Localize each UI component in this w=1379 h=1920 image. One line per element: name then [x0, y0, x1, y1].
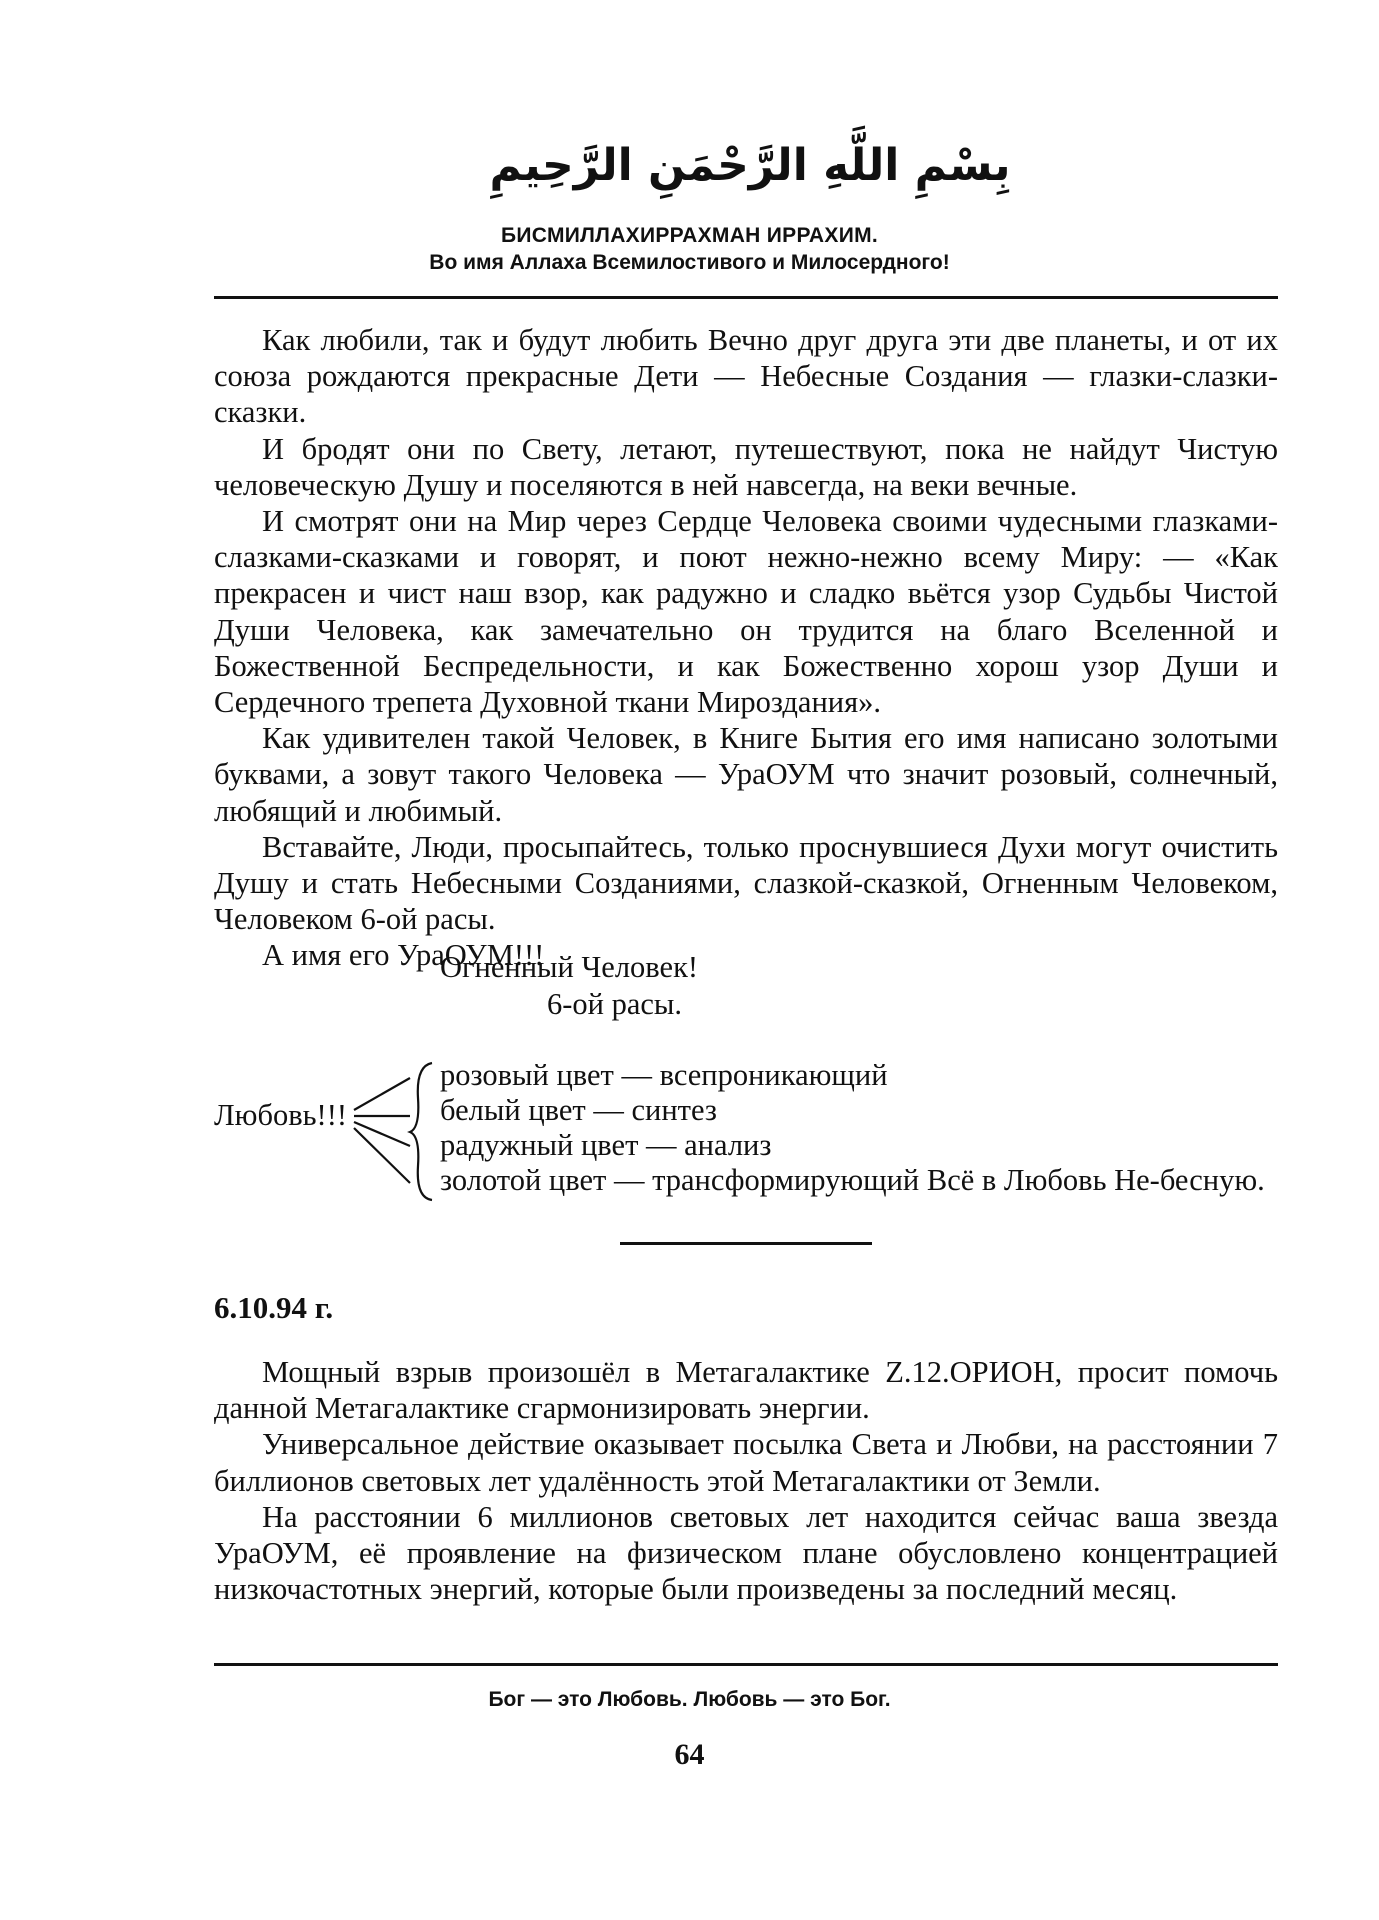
header-rule: [214, 296, 1278, 299]
diagram-item: розовый цвет — всепроникающий: [440, 1058, 888, 1092]
footer-motto: Бог — это Любовь. Любовь — это Бог.: [488, 1688, 891, 1711]
centered-line: 6-ой расы.: [547, 987, 683, 1021]
entry-date: 6.10.94 г.: [214, 1290, 334, 1325]
paragraph: А имя его УраОУМ!!!: [262, 938, 545, 973]
main-text: [214, 322, 1278, 974]
paragraph: На расстоянии 6 миллионов световых лет находится сейчас ваша звезда УраОУМ, её проявление на физическом плане обусловлено концентрацией низкочастотных энергий, которые были произведены за последний месяц.: [214, 1499, 1278, 1607]
basmala-calligraphy: [489, 108, 1011, 213]
paragraph: Мощный взрыв произошёл в Метагалактике Z.12.ОРИОН, просит помочь данной Метагалактике сгармонизировать энергии.: [214, 1355, 1278, 1426]
paragraph: И смотрят они на Мир через Сердце Человека своими чудесными глазками-слазками-сказками и говорят, и поют нежно-нежно всему Миру: — «Как прекрасен и чист наш взор, как радужно и сладко вьётся узор Судьбы Чистой Души Человека, как замечательно он трудится на благо Вселенной и Божественной Беспредельности, и как Божественно хорош узор Души и Сердечного трепета Духовной ткани Мироздания».: [214, 504, 1278, 720]
svg-text:بِسْمِ اللَّهِ الرَّحْمَنِ الر: بِسْمِ اللَّهِ الرَّحْمَنِ الرَّحِيمِ: [489, 140, 1011, 191]
header-title: БИСМИЛЛАХИРРАХМАН ИРРАХИМ.: [500, 224, 879, 247]
paragraph: Универсальное действие оказывает посылка Света и Любви, на расстоянии 7 биллионов световых лет удалённость этой Метагалактики от Земли.: [214, 1427, 1278, 1498]
centered-line: Огненный Человек!: [440, 950, 699, 984]
diagram-label: Любовь!!!: [214, 1098, 348, 1132]
paragraph: И бродят они по Свету, летают, путешествуют, пока не найдут Чистую человеческую Душу и поселяются в ней навсегда, на веки вечные.: [214, 431, 1278, 502]
footer-rule: [214, 1663, 1278, 1666]
page-number: 64: [674, 1738, 705, 1771]
paragraph: Как удивителен такой Человек, в Книге Бытия его имя написано золотыми буквами, а зовут такого Человека — УраОУМ что значит розовый, солнечный, любящий и любимый.: [214, 721, 1278, 828]
paragraph: Вставайте, Люди, просыпайтесь, только проснувшиеся Духи могут очистить Душу и стать Небесными Созданиями, слазкой-сказкой, Огненным Человеком, Человеком 6-ой расы.: [214, 829, 1278, 937]
header-subtitle: Во имя Аллаха Всемилостивого и Милосердного!: [429, 251, 950, 274]
paragraph: Как любили, так и будут любить Вечно друг друга эти две планеты, и от их союза рождаются прекрасные Дети — Небесные Создания — глазки-слазки-сказки.: [214, 323, 1278, 430]
section-divider: [620, 1242, 872, 1245]
diagram-item: золотой цвет — трансформирующий Всё в Любовь Не-бесную.: [440, 1163, 1265, 1197]
entry-text: [214, 1354, 1278, 1607]
diagram-item: радужный цвет — анализ: [440, 1128, 772, 1162]
diagram-item: белый цвет — синтез: [440, 1093, 717, 1127]
rays-brace-icon: [350, 1058, 440, 1203]
